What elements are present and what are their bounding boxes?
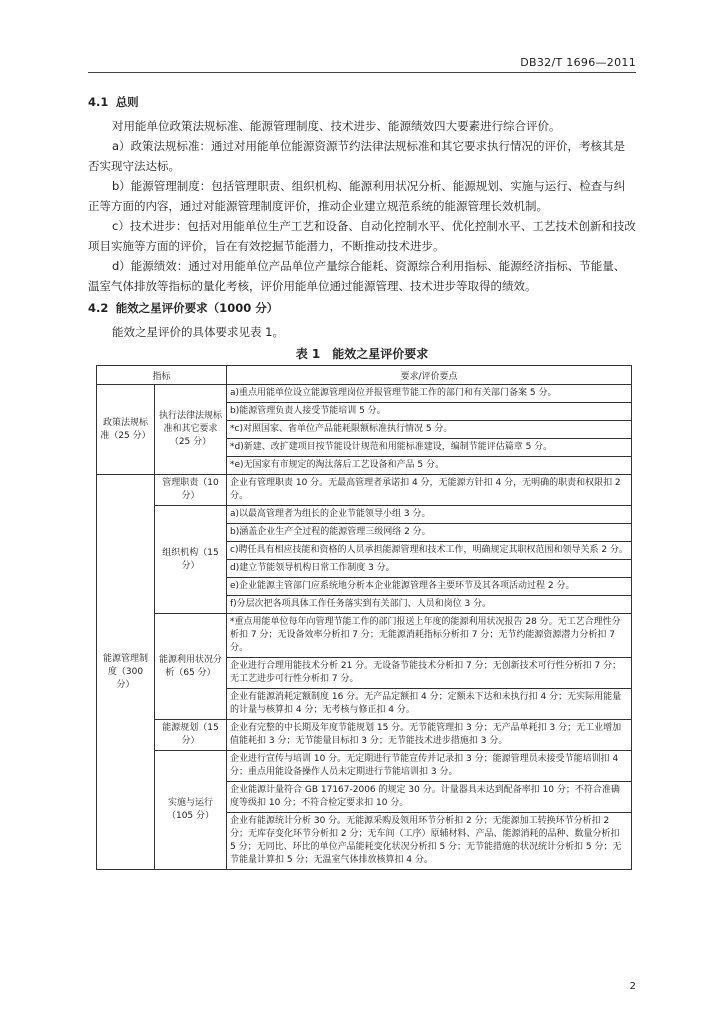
sub-law-compliance: 执行法律法规标准和其它要求（25 分） bbox=[155, 385, 227, 475]
requirement-cell: b)能源管理负责人接受节能培训 5 分。 bbox=[227, 403, 632, 421]
requirement-cell: *重点用能单位每年向管理节能工作的部门报送上年度的能源利用状况报告 28 分。无工艺合理性分析扣 7 分；无设备效率分析扣 7 分；无能源消耗指标分析扣 7 分；无节约能源资源潜力分析扣 7 分。 bbox=[227, 614, 632, 658]
evaluation-table bbox=[96, 365, 632, 870]
requirement-cell: 企业有管理职责 10 分。无最高管理者承诺扣 4 分，无能源方针扣 4 分，无明确的职责和权限扣 2 分。 bbox=[227, 475, 632, 506]
sub-energy-analysis: 能源利用状况分析（65 分） bbox=[155, 614, 227, 720]
table-row bbox=[97, 475, 632, 506]
sub-energy-planning: 能源规划（15 分） bbox=[155, 720, 227, 751]
sub-implementation: 实施与运行（105 分） bbox=[155, 751, 227, 870]
section-4-2-heading bbox=[88, 300, 278, 316]
sub-responsibility: 管理职责（10 分） bbox=[155, 475, 227, 506]
requirement-cell: a)以最高管理者为组长的企业节能领导小组 3 分。 bbox=[227, 506, 632, 524]
table-title: 表 1 能效之星评价要求 bbox=[295, 347, 429, 361]
paragraph-table-ref: 能效之星评价的具体要求见表 1。 bbox=[112, 325, 284, 339]
doc-code: DB32/T 1696—2011 bbox=[520, 56, 636, 69]
paragraph-d: d）能源绩效：通过对用能单位产品单位产量综合能耗、资源综合利用指标、能源经济指标、节能量、温室气体排放等指标的量化考核，评价用能单位通过能源管理、技术进步等取得的绩效。 bbox=[88, 259, 626, 293]
table-row bbox=[97, 751, 632, 782]
requirement-cell: 企业有完整的中长期及年度节能规划 15 分。无节能管理扣 3 分；无产品单耗扣 3 分；无工业增加值能耗扣 3 分；无节能量目标扣 3 分；无节能技术进步措施扣 3 分。 bbox=[227, 720, 632, 751]
page-number: 2 bbox=[629, 981, 636, 992]
table-row bbox=[97, 614, 632, 658]
requirement-cell: *e)无国家有市规定的淘汰落后工艺设备和产品 5 分。 bbox=[227, 457, 632, 475]
requirement-cell: 企业进行宣传与培训 10 分。无定期进行节能宣传并记录扣 3 分；能源管理员未接受节能培训扣 4 分；重点用能设备操作人员未定期进行节能培训扣 3 分。 bbox=[227, 751, 632, 782]
requirement-cell: f)分层次把各项具体工作任务落实到有关部门、人员和岗位 3 分。 bbox=[227, 596, 632, 614]
requirement-cell: 企业有能源消耗定额制度 16 分。无产品定额扣 4 分；定额未下达和未执行扣 4 分；无实际用能量的计量与核算扣 4 分；无考核与修正扣 4 分。 bbox=[227, 689, 632, 720]
section-number: 4.1 bbox=[88, 95, 109, 109]
section-number: 4.2 bbox=[88, 301, 109, 315]
sub-organization: 组织机构（15 分） bbox=[155, 506, 227, 614]
requirement-cell: *d)新建、改扩建项目按节能设计规范和用能标准建设，编制节能评估篇章 5 分。 bbox=[227, 439, 632, 457]
requirement-cell: c)聘任具有相应技能和资格的人员承担能源管理和技术工作，明确规定其职权范围和领导关系 2 分。 bbox=[227, 542, 632, 560]
paragraph-intro: 对用能单位政策法规标准、能源管理制度、技术进步、能源绩效四大要素进行综合评价。 bbox=[112, 119, 561, 133]
header-requirement: 要求/评价要点 bbox=[227, 366, 632, 385]
requirement-cell: 企业进行合理用能技术分析 21 分。无设备节能技术分析扣 7 分；无创新技术可行性分析扣 7 分；无工艺进步可行性分析扣 7 分。 bbox=[227, 658, 632, 689]
requirement-cell: e)企业能源主管部门应系统地分析本企业能源管理各主要环节及其各项活动过程 2 分。 bbox=[227, 578, 632, 596]
section-title: 总则 bbox=[115, 95, 139, 109]
requirement-cell: *c)对照国家、省单位产品能耗限额标准执行情况 5 分。 bbox=[227, 421, 632, 439]
section-title: 能效之星评价要求（1000 分） bbox=[115, 301, 279, 315]
header-rule bbox=[88, 72, 636, 73]
group-energy-management: 能源管理制度（300 分） bbox=[97, 475, 155, 870]
section-4-1-heading bbox=[88, 94, 139, 110]
requirement-cell: 企业有能源统计分析 30 分。无能源采购及领用环节分析扣 2 分；无能源加工转换环节分析扣 2 分；无库存变化环节分析扣 2 分；无车间（工序）原辅材料、产品、能源消耗的品种、数量分析扣 5 分；无同比、环比的单位产品能耗变化状况分析扣 5 分；无节能措施的状况统计分析扣 5 分；无节能量计算扣 5 分；无温室气体排放核算扣 4 分。 bbox=[227, 813, 632, 870]
table-header-row bbox=[97, 366, 632, 385]
requirement-cell: 企业能源计量符合 GB 17167-2006 的规定 30 分。计量器具未达到配备率扣 10 分；不符合准确度等级扣 10 分；不符合检定要求扣 10 分。 bbox=[227, 782, 632, 813]
header-indicator: 指标 bbox=[97, 366, 227, 385]
group-policy: 政策法规标准（25 分） bbox=[97, 385, 155, 475]
paragraph-a: a）政策法规标准：通过对用能单位能源资源节约法律法规标准和其它要求执行情况的评价，考核其是否实现守法达标。 bbox=[88, 139, 626, 173]
requirement-cell: d)建立节能领导机构日常工作制度 3 分。 bbox=[227, 560, 632, 578]
table-row bbox=[97, 385, 632, 403]
requirement-cell: a)重点用能单位设立能源管理岗位并报管理节能工作的部门和有关部门备案 5 分。 bbox=[227, 385, 632, 403]
table-row bbox=[97, 720, 632, 751]
table-row bbox=[97, 506, 632, 524]
paragraph-b: b）能源管理制度：包括管理职责、组织机构、能源利用状况分析、能源规划、实施与运行、检查与纠正等方面的内容，通过对能源管理制度评价，推动企业建立规范系统的能源管理长效机制。 bbox=[88, 179, 626, 213]
requirement-cell: b)涵盖企业生产全过程的能源管理三级网络 2 分。 bbox=[227, 524, 632, 542]
paragraph-c: c）技术进步：包括对用能单位生产工艺和设备、自动化控制水平、优化控制水平、工艺技术创新和技改项目实施等方面的评价，旨在有效挖掘节能潜力，不断推动技术进步。 bbox=[88, 219, 636, 253]
